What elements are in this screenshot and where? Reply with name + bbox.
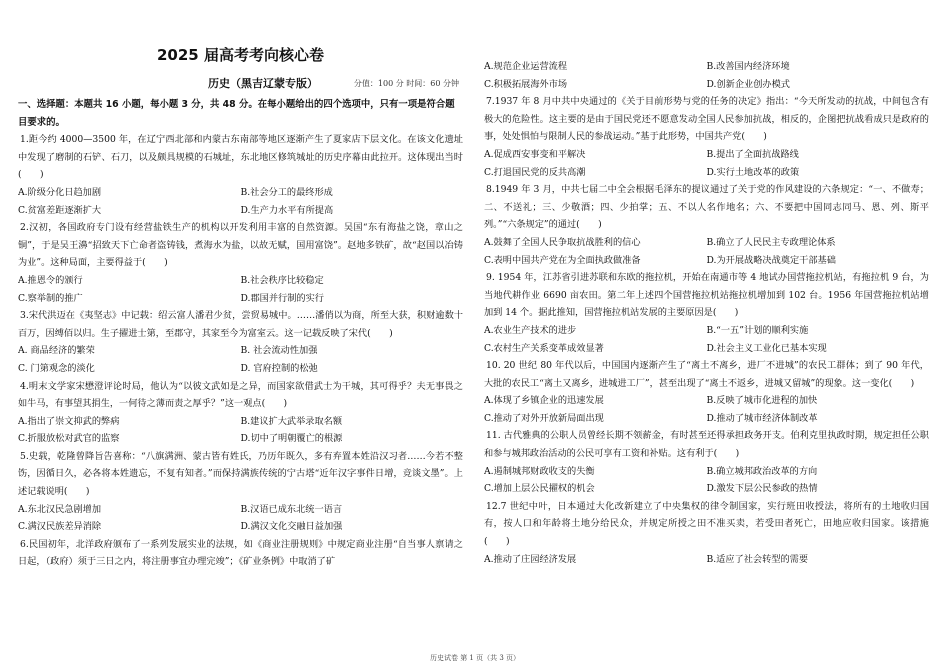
question-stem: 11. 古代雅典的公职人员曾经长期不领薪金，有时甚至还得承担政务开支。伯利克里执政时期，规定担任公职和参与城邦政治活动的公民可享有工资和补贴。这有利于( ) — [484, 430, 929, 460]
question-block — [484, 498, 929, 568]
question-block — [18, 131, 463, 219]
answer-option: B.“一五”计划的顺利实施 — [706, 324, 809, 336]
question-block — [484, 181, 929, 269]
question-block — [484, 93, 929, 181]
left-question-list — [18, 131, 463, 571]
answer-option: B.适应了社会转型的需要 — [706, 553, 809, 565]
answer-option: D.生产力水平有所提高 — [240, 204, 334, 216]
question-stem: 1.距今约 4000—3500 年，在辽宁西北部和内蒙古东南部等地区逐渐产生了夏家店下层文化。在该文化遗址中发现了磨制的石铲、石刀，以及颇具规模的石城址，东北地区修筑城址的历史序幕由此拉开。这体现出当时( ) — [18, 134, 463, 181]
answer-options — [18, 342, 463, 377]
answer-option: A.促成西安事变和平解决 — [484, 148, 586, 160]
answer-option: D.为开展战略决战奠定干部基础 — [706, 254, 836, 266]
page-footer: 历史试卷 第 1 页（共 3 页） — [429, 654, 521, 662]
answer-option: B.社会秩序比较稳定 — [240, 274, 324, 286]
section-heading: 一、选择题：本题共 16 小题，每小题 3 分，共 48 分。在每小题给出的四个选项中，只有一项是符合题目要求的。 — [18, 99, 455, 128]
answer-option: C.察举制的推广 — [18, 292, 83, 304]
question-stem: 5.史载，乾隆曾降旨告喜称：“八旗满洲、蒙古皆有姓氏，乃历年既久，多有弃置本姓沿汉习者……今若不整饬，因循日久，必各将本姓遗忘，不复有知者。”而保持满族传统的宁古塔“近年汉字事件日增，竞谈文墨”。上述记载说明( ) — [18, 450, 463, 498]
answer-option: D.创新企业创办模式 — [706, 78, 790, 90]
question-stem: 10. 20 世纪 80 年代以后，中国国内逐渐产生了“离土不离乡，进厂不进城”的农民工群体；到了 90 年代，大批的农民工“离土又离乡，进城进工厂”，甚至出现了“离土不返乡，进城又留城”的现象。这一变化( ) — [484, 360, 929, 389]
answer-option: D.推动了城市经济体制改革 — [706, 412, 818, 424]
answer-option: B.反映了城市化进程的加快 — [706, 395, 818, 407]
exam-title: 2025 届高考考向核心卷 — [157, 46, 324, 64]
answer-option: C.推动了对外开放新局面出现 — [484, 412, 604, 424]
answer-option: B.社会分工的最终形成 — [240, 186, 333, 198]
answer-option: A.阶级分化日趋加剧 — [18, 186, 102, 198]
question-stem: 2.汉初，各国政府专门设有经营盐铁生产的机构以开发利用丰富的自然资源。吴国“东有海盐之饶，章山之铜”，于是吴王濞“招致天下亡命者盗铸钱，煮海水为盐，以故无赋，国用富饶”。赵地多铁矿，故“赵国以冶铸为业”。这种局面，主要得益于( ) — [18, 222, 463, 269]
answer-options — [18, 413, 463, 448]
answer-option: D.社会主义工业化已基本实现 — [706, 342, 827, 354]
answer-options — [18, 184, 463, 219]
answer-option: A.推动了庄园经济发展 — [484, 553, 577, 565]
question-stem: 6.民国初年，北洋政府颁布了一系列发展实业的法规，如《商业注册规则》中规定商业注册“自当事人禀请之日起，（政府）须于三日之内，将注册事宜办理完竣”；《矿业条例》中取消了矿 — [18, 538, 463, 568]
answer-option: A.鼓舞了全国人民争取抗战胜利的信心 — [484, 236, 641, 248]
answer-options — [484, 58, 929, 93]
answer-option: D.实行土地改革的政策 — [706, 166, 800, 178]
question-block — [18, 378, 463, 448]
answer-option: B.确立城邦政治改革的方向 — [706, 465, 818, 477]
answer-option: B.改善国内经济环境 — [706, 61, 790, 72]
right-column — [484, 0, 929, 568]
answer-option: D.满汉文化交融日益加强 — [240, 521, 343, 533]
question-block — [484, 357, 929, 427]
answer-option: B. 社会流动性加强 — [240, 345, 318, 357]
answer-option: C.满汉民族差异消除 — [18, 521, 102, 533]
answer-options — [484, 392, 929, 427]
question-stem: 7.1937 年 8 月中共中央通过的《关于目前形势与党的任务的决定》指出：“今天所发动的抗战，中间包含有极大的危险性。这主要的是由于国民党还不愿意发动全国人民参加抗战，相反的，企图把抗战看成只是政府的事，处处惧怕与限制人民的参战运动。”基于此形势，中国共产党( ) — [484, 96, 929, 143]
question-block — [484, 427, 929, 497]
question-stem: 12.7 世纪中叶，日本通过大化改新建立了中央集权的律令制国家，实行班田收授法，将所有的土地收归国有，按人口和年龄将土地分给民众，并规定所授之田不准买卖，若受田者死亡，田地应收归国家。该措施( ) — [484, 500, 929, 548]
answer-option: C.增加上层公民擢权的机会 — [484, 483, 595, 495]
answer-option: C.打退国民党的反共高潮 — [484, 166, 586, 178]
answer-options — [484, 551, 929, 569]
question-block — [484, 269, 929, 357]
answer-options — [484, 234, 929, 269]
answer-options — [484, 322, 929, 357]
question-stem: 8.1949 年 3 月，中共七届二中全会根据毛泽东的提议通过了关于党的作风建设的六条规定：“一、不做寿；二、不送礼；三、少敬酒；四、少拍掌；五、不以人名作地名；六、不要把中国同志同马、恩、列、斯平列。”“六条规定”的通过( ) — [484, 184, 929, 231]
answer-option: A.体现了乡镇企业的迅速发展 — [484, 395, 604, 407]
question-block — [18, 307, 463, 377]
question-block — [18, 219, 463, 307]
answer-options — [484, 463, 929, 498]
answer-options — [18, 501, 463, 536]
score-time-info: 分值：100 分 时间：60 分钟 — [353, 79, 459, 88]
answer-option: A. 商品经济的繁荣 — [18, 345, 95, 357]
answer-option: A.规范企业运营流程 — [484, 61, 568, 72]
answer-option: C.贫富差距逐渐扩大 — [18, 204, 102, 216]
answer-option: A.东北汉民急剧增加 — [18, 503, 102, 515]
question-stem: 4.明末文学家宋懋澄评论时局，他认为“以彼文武如是之异，而国家欲借武士为干城，其可得乎？夫无事畏之如牛马，有事望其捐生，一何待之薄而责之厚乎？”这一观点( ) — [18, 380, 463, 410]
question-block — [484, 58, 929, 93]
answer-option: D.切中了明朝覆亡的根源 — [240, 433, 343, 445]
question-block — [18, 536, 463, 571]
answer-option: B.确立了人民民主专政理论体系 — [706, 236, 836, 248]
answer-options — [18, 272, 463, 307]
answer-option: B.提出了全面抗战路线 — [706, 148, 799, 160]
answer-option: D. 官府控制的松弛 — [240, 362, 318, 374]
answer-option: C.积极拓展海外市场 — [484, 78, 568, 90]
question-stem: 3.宋代洪迈在《夷坚志》中记载：绍云富人潘君少贫，尝贸易城中。……潘俏以为商，所至大获，积财逾数十百万，因缚佰以归。生子擢进士第，至郡守，其家至今为富室云。这一记载反映了宋代( ) — [18, 310, 463, 339]
exam-subtitle: 历史（黑吉辽蒙专版） — [208, 77, 318, 90]
answer-option: A.指出了崇文抑武的弊病 — [18, 415, 120, 427]
answer-option: C.表明中国共产党在为全面执政做准备 — [484, 254, 641, 266]
answer-option: A.农业生产技术的进步 — [484, 324, 577, 336]
answer-option: A.推恩令的颁行 — [18, 274, 83, 286]
answer-option: C.折服放松对武官的监察 — [18, 433, 120, 445]
question-block — [18, 448, 463, 536]
left-column — [18, 0, 463, 571]
answer-option: A.遏制城邦财政收支的失衡 — [484, 465, 595, 477]
answer-option: D.郡国并行制的实行 — [240, 292, 324, 304]
answer-option: D.激发下层公民参政的热情 — [706, 483, 818, 495]
answer-option: C. 门第观念的淡化 — [18, 362, 95, 374]
answer-option: C.农村生产关系变革成效显著 — [484, 342, 604, 354]
answer-option: B.汉语已成东北统一语言 — [240, 503, 343, 515]
answer-option: B.建议扩大武举录取名额 — [240, 415, 343, 427]
subtitle-line — [18, 74, 463, 94]
right-question-list — [484, 58, 929, 568]
answer-options — [484, 146, 929, 181]
question-stem: 9. 1954 年，江苏省引进苏联和东欧的拖拉机，开始在南通市等 4 地试办国营拖拉机站，有拖拉机 9 台，为当地代耕作业 6690 亩农田。第二年上述四个国营拖拉机站拖拉机增加到 102 台。1956 年国营拖拉机站增加到 14 个。据此推知，国营拖拉机站发展的主要原因是( ) — [484, 272, 929, 319]
